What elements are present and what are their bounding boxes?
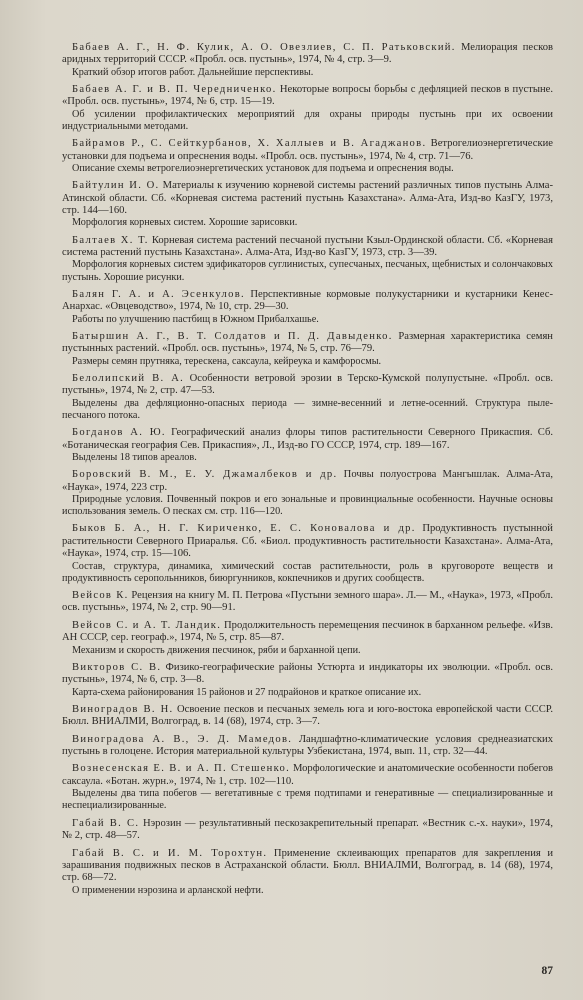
bibliography-entry [62,289,553,326]
author: Виноградова А. В., Э. Д. Мамедов. [72,733,293,745]
annotation: Карта-схема районирования 15 районов и 27 подрайонов и краткое описание их. [72,686,422,698]
reference [62,42,553,67]
reference [62,662,553,687]
bibliography-entry [62,590,553,615]
author: Богданов А. Ю. [72,427,166,439]
annotation: Морфология корневых систем эдификаторов суглинистых, супесчаных, песчаных, щебнистых и солончаковых пустынь. Хорошие рисунки. [62,259,553,283]
author: Викторов С. В. [72,661,162,673]
bibliography-entry [62,180,553,229]
annotation: Об усилении профилактических мероприятий для охраны природы пустынь при их освоении индустриальными методами. [62,108,553,133]
reference [62,523,553,560]
reference-text: Размерная характеристика семян пустынных растений. «Пробл. осв. пустынь», 1974, № 5, стр. 76—79. [62,330,553,355]
annotation: Состав, структура, динамика, химический состав растительности, роль в круговороте веществ и продуктивность серопольнников, биюргунников, кокпечников и других сообществ. [62,560,553,584]
author: Байтулин И. О. [72,180,160,192]
author: Вейсов С. и А. Т. Ландик. [72,619,222,631]
annotation: Работы по улучшению пастбищ в Южном Прибалхашье. [72,313,319,325]
bibliography-entry [62,523,553,585]
reference [62,818,553,843]
reference-text: Применение склеивающих препаратов для закрепления и зарашивания подвижных песков в Астраханской области. Бюлл. ВНИАЛМИ, Волгоград, в. 14 (68), 1974, стр. 68—72. [62,847,553,884]
reference-text: Корневая система растений песчаной пустыни Кзыл-Ординской области. Сб. «Корневая система растений пустынь Казахстана». Алма-Ата, Изд-во КазГУ, 1973, стр. 3—39. [62,234,554,259]
reference [62,469,553,494]
reference-text: Продуктивность пустынной растительности Северного Приаралья. Сб. «Биол. продуктивность растительности Казахстана». Алма-Ата, «Наука», 1974, стр. 15—106. [62,523,553,560]
reference [62,734,553,759]
reference [62,704,553,729]
author: Быков Б. А., Н. Г. Кириченко, Е. С. Коновалова и др. [72,523,416,535]
reference [62,289,553,314]
bibliography-entry [62,818,553,843]
reference-text: Морфологические и анатомические особенности побегов саксаула. «Ботан. журн.», 1974, № 1, стр. 102—110. [62,763,553,787]
bibliography-entry [62,848,553,897]
bibliography-entry [62,373,553,422]
reference-text: Продолжительность перемещения песчинок в барханном рельефе. «Изв. АН СССР, сер. географ.», 1974, № 5, стр. 85—87. [62,619,553,644]
author: Боровский В. М., Е. У. Джамалбеков и др. [72,469,338,481]
bibliography-entry [62,662,553,699]
reference-text: Материалы к изучению корневой системы растений различных типов пустынь Алма-Атинской области. Сб. «Корневая система растений пустынь Казахстана». Алма-Ата, Изд-во КазГУ, 1973, стр. 144—160. [62,180,554,217]
author: Габай В. С. и И. М. Торохтун. [72,847,268,859]
annotation: Морфология корневых систем. Хорошие зарисовки. [72,217,298,229]
author: Бабаев А. Г., Н. Ф. Кулик, А. О. Овезлиев, С. П. Ратьковский. [72,42,456,53]
reference-text: Мелиорация песков аридных территорий СССР. «Пробл. осв. пустынь», 1974, № 4, стр. 3—9. [62,42,553,66]
reference-text: Освоение песков и песчаных земель юга и юго-востока европейской части СССР. Бюлл. ВНИАЛМИ, Волгоград, в. 14 (68), 1974, стр. 3—7. [62,703,553,728]
bibliography-entry [62,138,553,175]
annotation: Описание схемы ветрогелиоэнергетических установок для подъема и опреснения воды. [72,163,454,175]
reference-text: Ветрогелиоэнергетические установки для подъема и опреснения воды. «Пробл. осв. пустынь», 1974, № 4, стр. 71—76. [62,138,553,162]
bibliography-entry [62,42,553,79]
bibliography-entry [62,235,553,284]
author: Вознесенская Е. В. и А. П. Стешенко. [72,763,291,775]
reference [62,331,553,356]
bibliography-entry [62,704,553,729]
reference [62,848,553,885]
author: Виноградов В. Н. [72,703,174,715]
reference-text: Особенности ветровой эрозии в Терско-Кумской полупустыне. «Пробл. осв. пустынь», 1974, № 2, стр. 47—53. [62,372,553,397]
annotation: Природные условия. Почвенный покров и его зональные и провинциальные особенности. Научные основы использования земель. О песках см. стр. 116—120. [62,493,553,518]
reference-text: Почвы полуострова Мангышлак. Алма-Ата, «Наука», 1974, 223 стр. [62,469,554,493]
reference-text: Ландшафтно-климатические условия среднеазиатских пустынь в голоцене. История материальной культуры Узбекистана, 1974, вып. 11, стр. 32—44. [62,733,553,758]
annotation: Размеры семян прутняка, терескена, саксаула, кейреука и камфоросмы. [72,355,382,367]
reference-text: Некоторые вопросы борьбы с дефляцией песков в пустыне. «Пробл. осв. пустынь», 1974, № 6, стр. 15—19. [62,84,553,108]
reference-text: Физико-географические районы Устюрта и индикаторы их эволюции. «Пробл. осв. пустынь», 1974, № 6, стр. 3—8. [62,661,553,686]
annotation: Выделены два типа побегов — вегетативные с тремя подтипами и генеративные — специализированные и неспециализированные. [62,788,553,812]
bibliography-entry [62,427,553,464]
reference [62,138,553,163]
reference-text: Географический анализ флоры типов растительности Северного Прикаспия. Сб. «Ботаническая география Сев. Прикаспия», Л., Изд-во ГО СССР, 1974, стр. 189—167. [62,427,553,451]
author: Байрамов Р., С. Сейткурбанов, Х. Халлыев и В. Агаджанов. [72,138,427,150]
reference-text: Нэрозин — результативный пескозакрепительный препарат. «Вестник с.-х. науки», 1974, № 2, стр. 48—57. [62,817,553,842]
annotation: Механизм и скорость движения песчинок, ряби и барханной цепи. [72,644,361,656]
reference [62,373,553,398]
reference [62,427,553,452]
annotation: О применении нэрозина и арланской нефти. [72,884,264,896]
reference [62,620,553,645]
annotation: Выделены 18 типов ареалов. [72,451,197,463]
bibliography-entry [62,469,553,518]
author: Батыршин А. Г., В. Т. Солдатов и П. Д. Давыденко. [72,330,393,342]
reference-text: Перспективные кормовые полукустарники и кустарники Кенес-Анархас. «Овцеводство», 1974, № 10, стр. 29—30. [62,288,553,313]
reference [62,235,553,260]
reference [62,763,553,788]
author: Вейсов К. [72,590,129,601]
bibliography-entry [62,331,553,368]
annotation: Выделены два дефляционно-опасных периода — зимне-весенний и летне-осенний. Структура пыле-песчаного потока. [62,397,553,421]
author: Балян Г. А. и А. Эсенкулов. [72,288,245,300]
reference [62,590,553,615]
author: Белолипский В. А. [72,372,185,384]
reference-text: Рецензия на книгу М. П. Петрова «Пустыни земного шара». Л.— М., «Наука», 1973, «Пробл. осв. пустынь», 1974, № 2, стр. 90—91. [62,590,553,614]
bibliography-entry [62,734,553,759]
author: Габай В. С. [72,817,140,829]
bibliography-entry [62,620,553,657]
author: Балтаев Х. Т. [72,234,149,246]
bibliography-entry [62,84,553,133]
page-number: 87 [541,965,553,977]
annotation: Краткий обзор итогов работ. Дальнейшие перспективы. [72,66,314,78]
reference [62,84,553,109]
author: Бабаев А. Г. и В. П. Чередниченко. [72,84,277,96]
bibliography-entry [62,763,553,812]
reference [62,180,553,217]
